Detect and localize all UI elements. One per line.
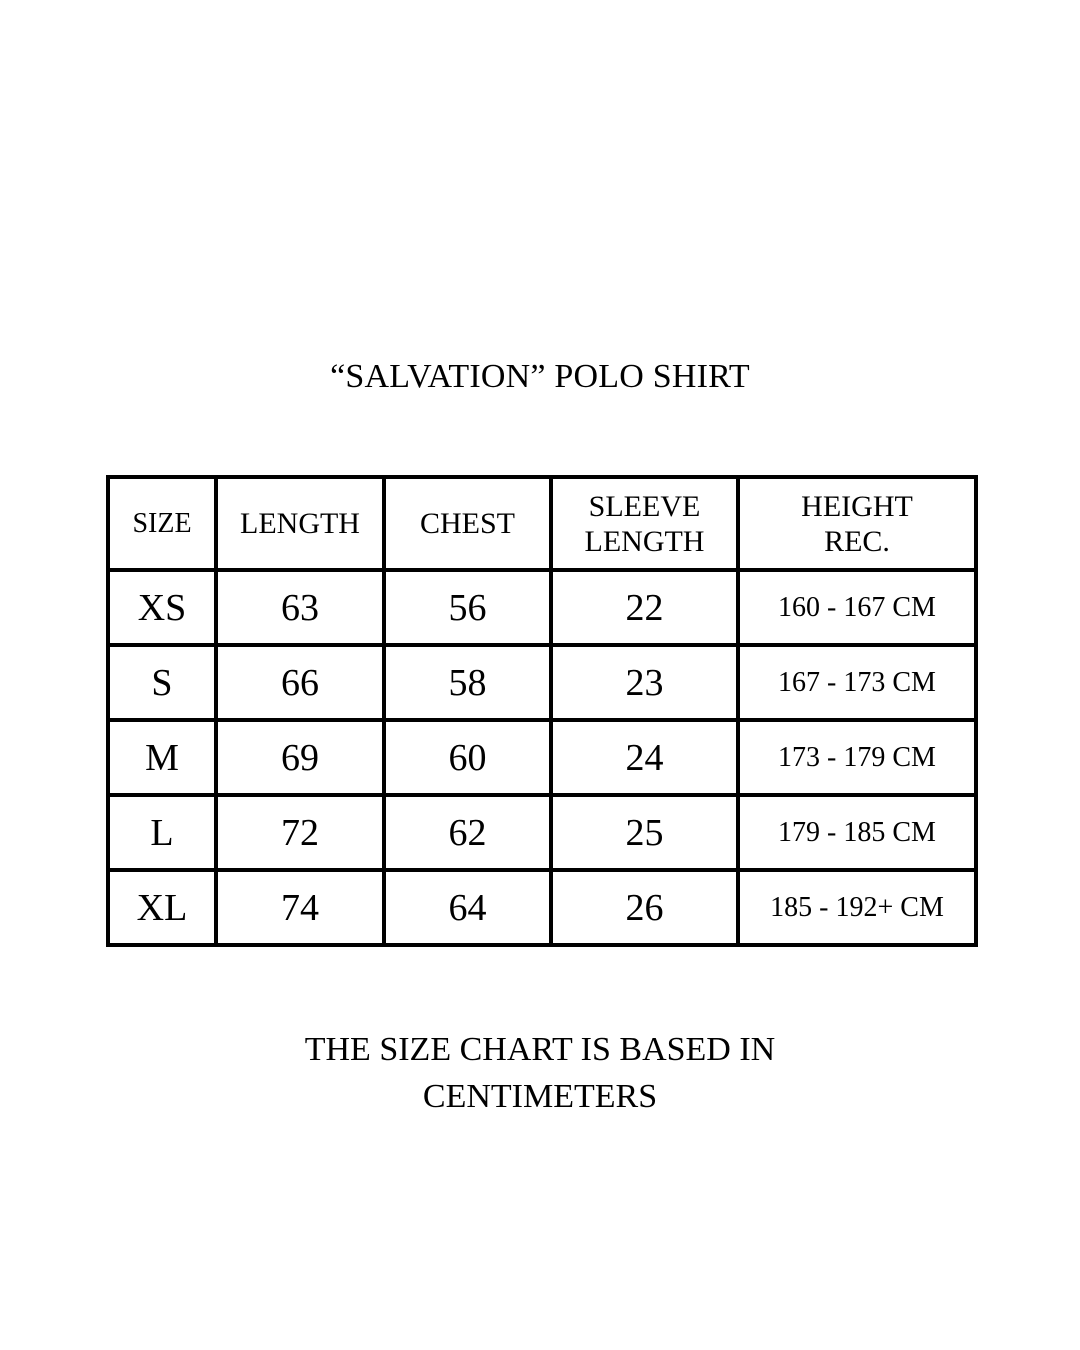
table-header-row (108, 477, 976, 570)
cell-sleeve: 26 (551, 870, 738, 945)
header-sleeve-length: SLEEVE LENGTH (551, 477, 738, 570)
cell-height: 160 - 167 CM (738, 570, 976, 645)
units-note: THE SIZE CHART IS BASED IN CENTIMETERS (304, 1031, 776, 1115)
cell-length: 72 (216, 795, 384, 870)
cell-height: 179 - 185 CM (738, 795, 976, 870)
cell-height: 185 - 192+ CM (738, 870, 976, 945)
table-row (108, 645, 976, 720)
cell-chest: 58 (384, 645, 551, 720)
page-title: “SALVATION” POLO SHIRT (330, 358, 750, 395)
cell-length: 66 (216, 645, 384, 720)
cell-chest: 60 (384, 720, 551, 795)
cell-size: M (108, 720, 216, 795)
cell-size: S (108, 645, 216, 720)
table-row (108, 795, 976, 870)
cell-chest: 62 (384, 795, 551, 870)
cell-height: 167 - 173 CM (738, 645, 976, 720)
cell-sleeve: 23 (551, 645, 738, 720)
cell-size: XL (108, 870, 216, 945)
header-chest: CHEST (384, 477, 551, 570)
cell-length: 74 (216, 870, 384, 945)
cell-length: 63 (216, 570, 384, 645)
cell-sleeve: 22 (551, 570, 738, 645)
cell-height: 173 - 179 CM (738, 720, 976, 795)
table-row (108, 570, 976, 645)
table-row (108, 870, 976, 945)
header-length: LENGTH (216, 477, 384, 570)
cell-chest: 64 (384, 870, 551, 945)
cell-chest: 56 (384, 570, 551, 645)
cell-length: 69 (216, 720, 384, 795)
cell-size: L (108, 795, 216, 870)
header-size: SIZE (108, 477, 216, 570)
header-height-rec: HEIGHT REC. (738, 477, 976, 570)
size-chart-table (106, 475, 978, 947)
cell-sleeve: 24 (551, 720, 738, 795)
cell-sleeve: 25 (551, 795, 738, 870)
table-row (108, 720, 976, 795)
cell-size: XS (108, 570, 216, 645)
